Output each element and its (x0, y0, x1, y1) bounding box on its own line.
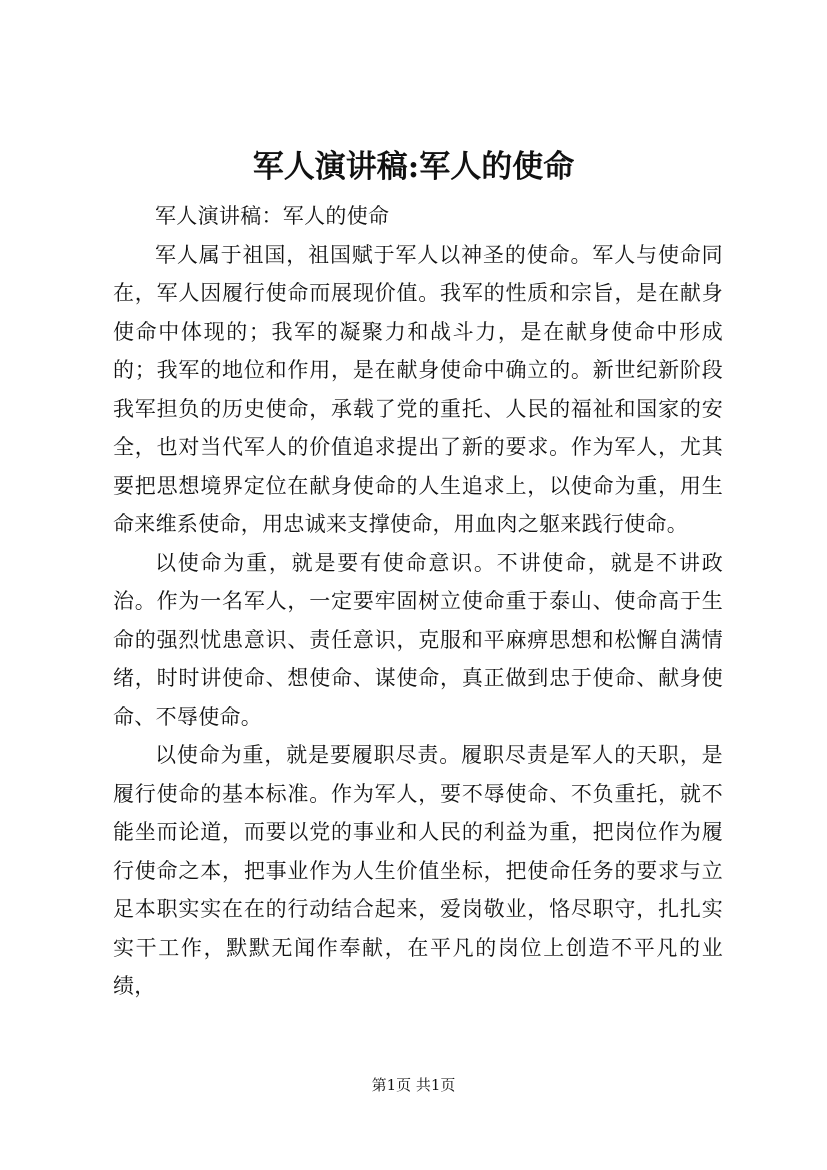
paragraph: 以使命为重，就是要履职尽责。履职尽责是军人的天职，是履行使命的基本标准。作为军人，要不辱使命、不负重托，就不能坐而论道，而要以党的事业和人民的利益为重，把岗位作为履行使命之本，把事业作为人生价值坐标，把使命任务的要求与立足本职实实在在的行动结合起来，爱岗敬业，恪尽职守，扎扎实实干工作，默默无闻作奉献，在平凡的岗位上创造不平凡的业绩， (113, 743, 723, 998)
page-footer: 第1页 共1页 (371, 1076, 456, 1094)
paragraph-subtitle: 军人演讲稿：军人的使命 (155, 204, 390, 228)
document-body (113, 197, 723, 1006)
paragraph: 军人属于祖国，祖国赋于军人以神圣的使命。军人与使命同在，军人因履行使命而展现价值。我军的性质和宗旨，是在献身使命中体现的；我军的凝聚力和战斗力，是在献身使命中形成的；我军的地位和作用，是在献身使命中确立的。新世纪新阶段我军担负的历史使命，承载了党的重托、人民的福祉和国家的安全，也对当代军人的价值追求提出了新的要求。作为军人，尤其要把思想境界定位在献身使命的人生追求上，以使命为重，用生命来维系使命，用忠诚来支撑使命，用血肉之躯来践行使命。 (113, 242, 723, 536)
paragraph: 以使命为重，就是要有使命意识。不讲使命，就是不讲政治。作为一名军人，一定要牢固树立使命重于泰山、使命高于生命的强烈忧患意识、责任意识，克服和平麻痹思想和松懈自满情绪，时时讲使命、想使命、谋使命，真正做到忠于使命、献身使命、不辱使命。 (113, 550, 723, 729)
document-title: 军人演讲稿:军人的使命 (252, 149, 575, 185)
